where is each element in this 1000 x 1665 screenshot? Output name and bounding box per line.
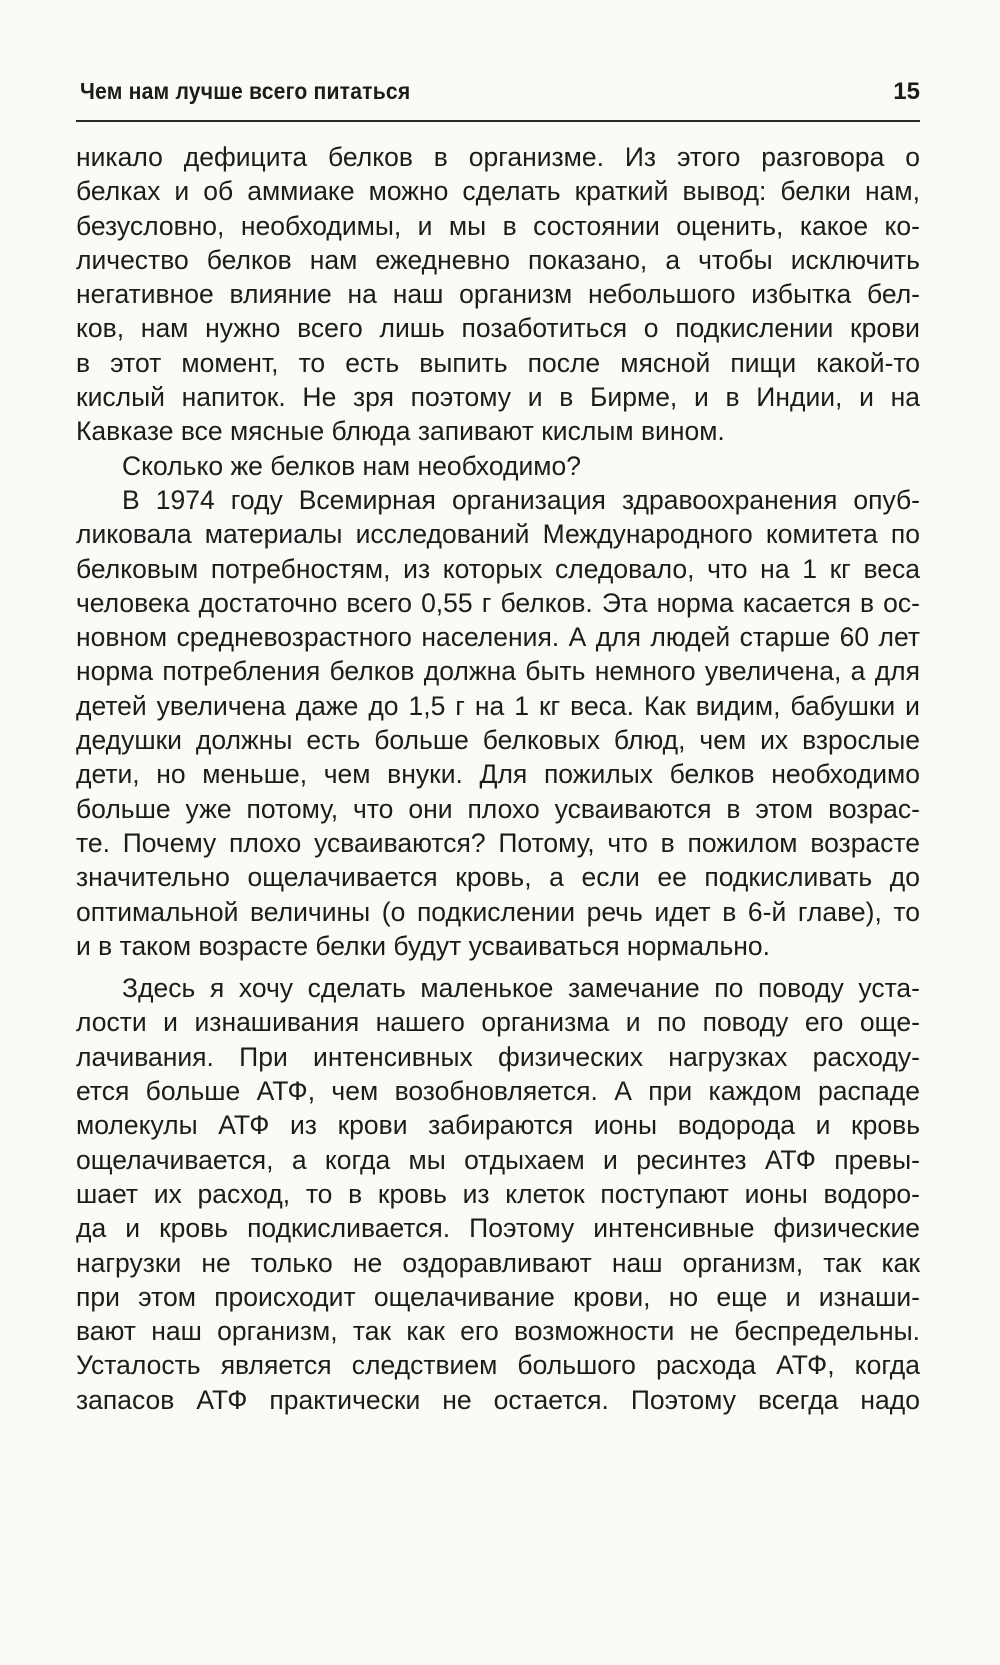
page-number: 15 <box>893 78 920 105</box>
text-line: и в таком возрасте белки будут усваиваться нормально. <box>76 930 771 961</box>
text-line: норма потребления белков должна быть немного увеличена, а для <box>76 656 920 687</box>
text-line: вают наш организм, так как его возможности не беспредельны. <box>76 1316 920 1347</box>
chapter-title: Чем нам лучше всего питаться <box>80 78 411 104</box>
text-line: лачивания. При интенсивных физических нагрузках расходу- <box>76 1041 920 1072</box>
text-line: ликовала материалы исследований Международного комитета по <box>76 519 920 550</box>
text-line: безусловно, необходимы, и мы в состоянии оценить, какое ко- <box>76 210 920 241</box>
text-line: при этом происходит ощелачивание крови, но еще и изнаши- <box>76 1281 920 1312</box>
text-line: В 1974 году Всемирная организация здравоохранения опуб- <box>122 484 920 515</box>
text-line: Усталость является следствием большого расхода АТФ, когда <box>76 1350 920 1381</box>
text-line: негативное влияние на наш организм небольшого избытка бел- <box>76 279 920 310</box>
text-line: белковым потребностям, из которых следовало, что на 1 кг веса <box>76 553 920 584</box>
text-line: новном средневозрастного населения. А для людей старше 60 лет <box>76 622 920 653</box>
text-line: лости и изнашивания нашего организма и по поводу его ощe- <box>76 1007 920 1038</box>
text-line: дети, но меньше, чем внуки. Для пожилых белков необходимо <box>76 759 920 790</box>
text-line: белках и об аммиаке можно сделать краткий вывод: белки нам, <box>76 176 920 207</box>
text-line: никало дефицита белков в организме. Из этого разговора о <box>76 142 920 172</box>
text-line: нагрузки не только не оздоравливают наш организм, так как <box>76 1247 920 1278</box>
text-line: Здесь я хочу сделать маленькое замечание по поводу уста- <box>122 973 920 1004</box>
text-line: кислый напиток. Не зря поэтому и в Бирме, и в Индии, и на <box>76 382 920 413</box>
text-line: дедушки должны есть больше белковых блюд, чем их взрослые <box>76 725 920 756</box>
text-line: да и кровь подкисливается. Поэтому интенсивные физические <box>76 1213 920 1244</box>
running-header <box>76 68 920 122</box>
text-line: ется больше АТФ, чем возобновляется. А при каждом распаде <box>76 1076 920 1107</box>
text-line: больше уже потому, что они плохо усваиваются в этом возрас- <box>76 793 920 824</box>
text-line: в этот момент, то есть выпить после мясной пищи какой-то <box>76 347 920 378</box>
text-line: те. Почему плохо усваиваются? Потому, что в пожилом возрасте <box>76 827 920 858</box>
text-line: запасов АТФ практически не остается. Поэтому всегда надо <box>76 1384 920 1415</box>
text-line: личество белков нам ежедневно показано, а чтобы исключить <box>76 244 920 275</box>
text-line: Кавказе все мясные блюда запивают кислым вином. <box>76 416 725 447</box>
text-line: шает их расход, то в кровь из клеток поступают ионы водоро- <box>76 1178 920 1209</box>
text-line: значительно ощелачивается кровь, а если ее подкисливать до <box>76 862 920 893</box>
text-line: человека достаточно всего 0,55 г белков. Эта норма касается в ос- <box>76 587 920 618</box>
paragraph-gap <box>76 963 920 971</box>
text-line: ощелачивается, а когда мы отдыхаем и ресинтез АТФ превы- <box>76 1144 920 1175</box>
text-line: ков, нам нужно всего лишь позаботиться о подкислении крови <box>76 313 920 344</box>
book-page <box>76 0 920 1665</box>
text-line: Сколько же белков нам необходимо? <box>122 450 581 481</box>
text-line: молекулы АТФ из крови забираются ионы водорода и кровь <box>76 1110 920 1141</box>
body-text <box>76 140 920 1417</box>
text-line: детей увеличена даже до 1,5 г на 1 кг веса. Как видим, бабушки и <box>76 690 920 721</box>
text-line: оптимальной величины (о подкислении речь идет в 6-й главе), то <box>76 896 920 927</box>
